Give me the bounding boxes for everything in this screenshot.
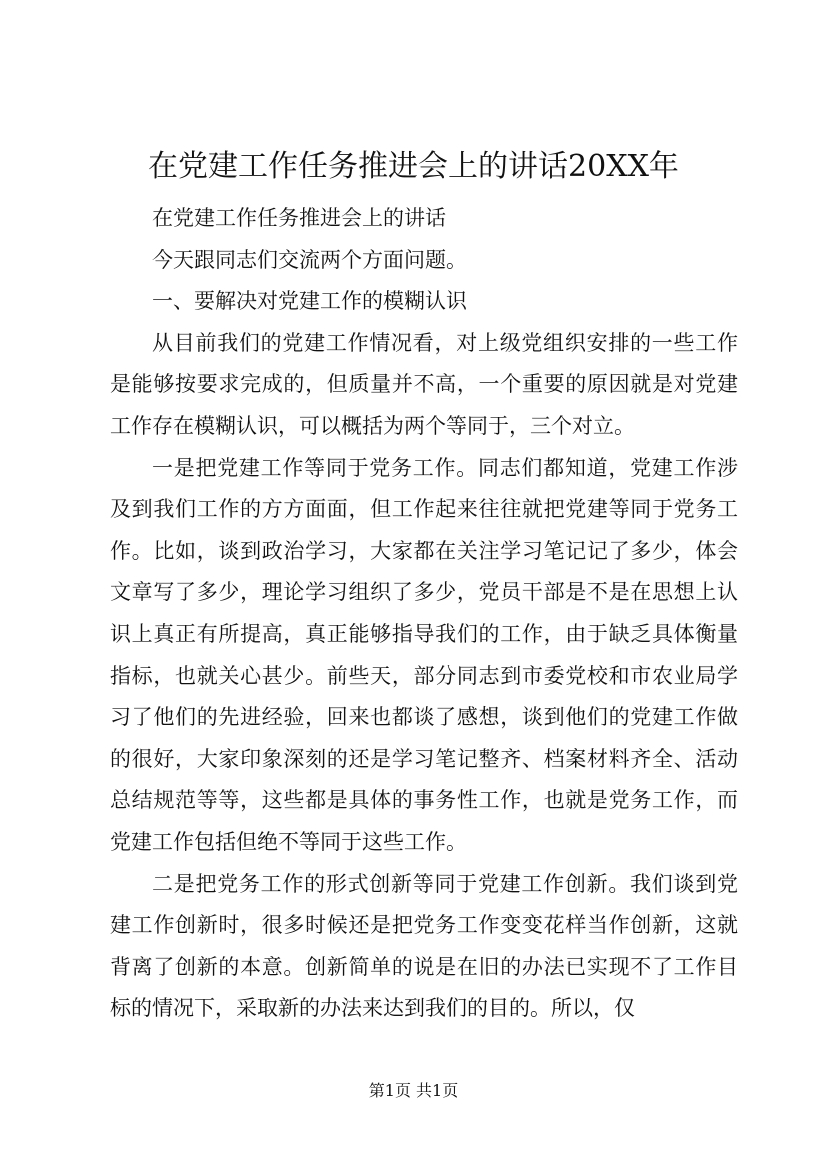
paragraph-overview: 从目前我们的党建工作情况看，对上级党组织安排的一些工作是能够按要求完成的，但质量并不高，一个重要的原因就是对党建工作存在模糊认识，可以概括为两个等同于，三个对立。 [110,330,738,438]
paragraph-point-two: 二是把党务工作的形式创新等同于党建工作创新。我们谈到党建工作创新时，很多时候还是把党务工作变变花样当作创新，这就背离了创新的本意。创新简单的说是在旧的办法已实现不了工作目标的情况下，采取新的办法来达到我们的目的。所以，仅 [110,871,738,1021]
page-footer: 第1页 共1页 [368,1081,459,1100]
document-body [110,198,738,1030]
paragraph-intro: 今天跟同志们交流两个方面问题。 [152,247,467,272]
paragraph-point-one: 一是把党建工作等同于党务工作。同志们都知道，党建工作涉及到我们工作的方方面面，但工作起来往往就把党建等同于党务工作。比如，谈到政治学习，大家都在关注学习笔记记了多少，体会文章写了多少，理论学习组织了多少，党员干部是不是在思想上认识上真正有所提高，真正能够指导我们的工作，由于缺乏具体衡量指标，也就关心甚少。前些天，部分同志到市委党校和市农业局学习了他们的先进经验，回来也都谈了感想，谈到他们的党建工作做的很好，大家印象深刻的还是学习笔记整齐、档案材料齐全、活动总结规范等等，这些都是具体的事务性工作，也就是党务工作，而党建工作包括但绝不等同于这些工作。 [110,455,738,854]
paragraph-subtitle: 在党建工作任务推进会上的讲话 [152,206,446,230]
section-heading-1: 一、要解决对党建工作的模糊认识 [152,289,467,314]
document-title: 在党建工作任务推进会上的讲话20XX年 [148,149,679,184]
